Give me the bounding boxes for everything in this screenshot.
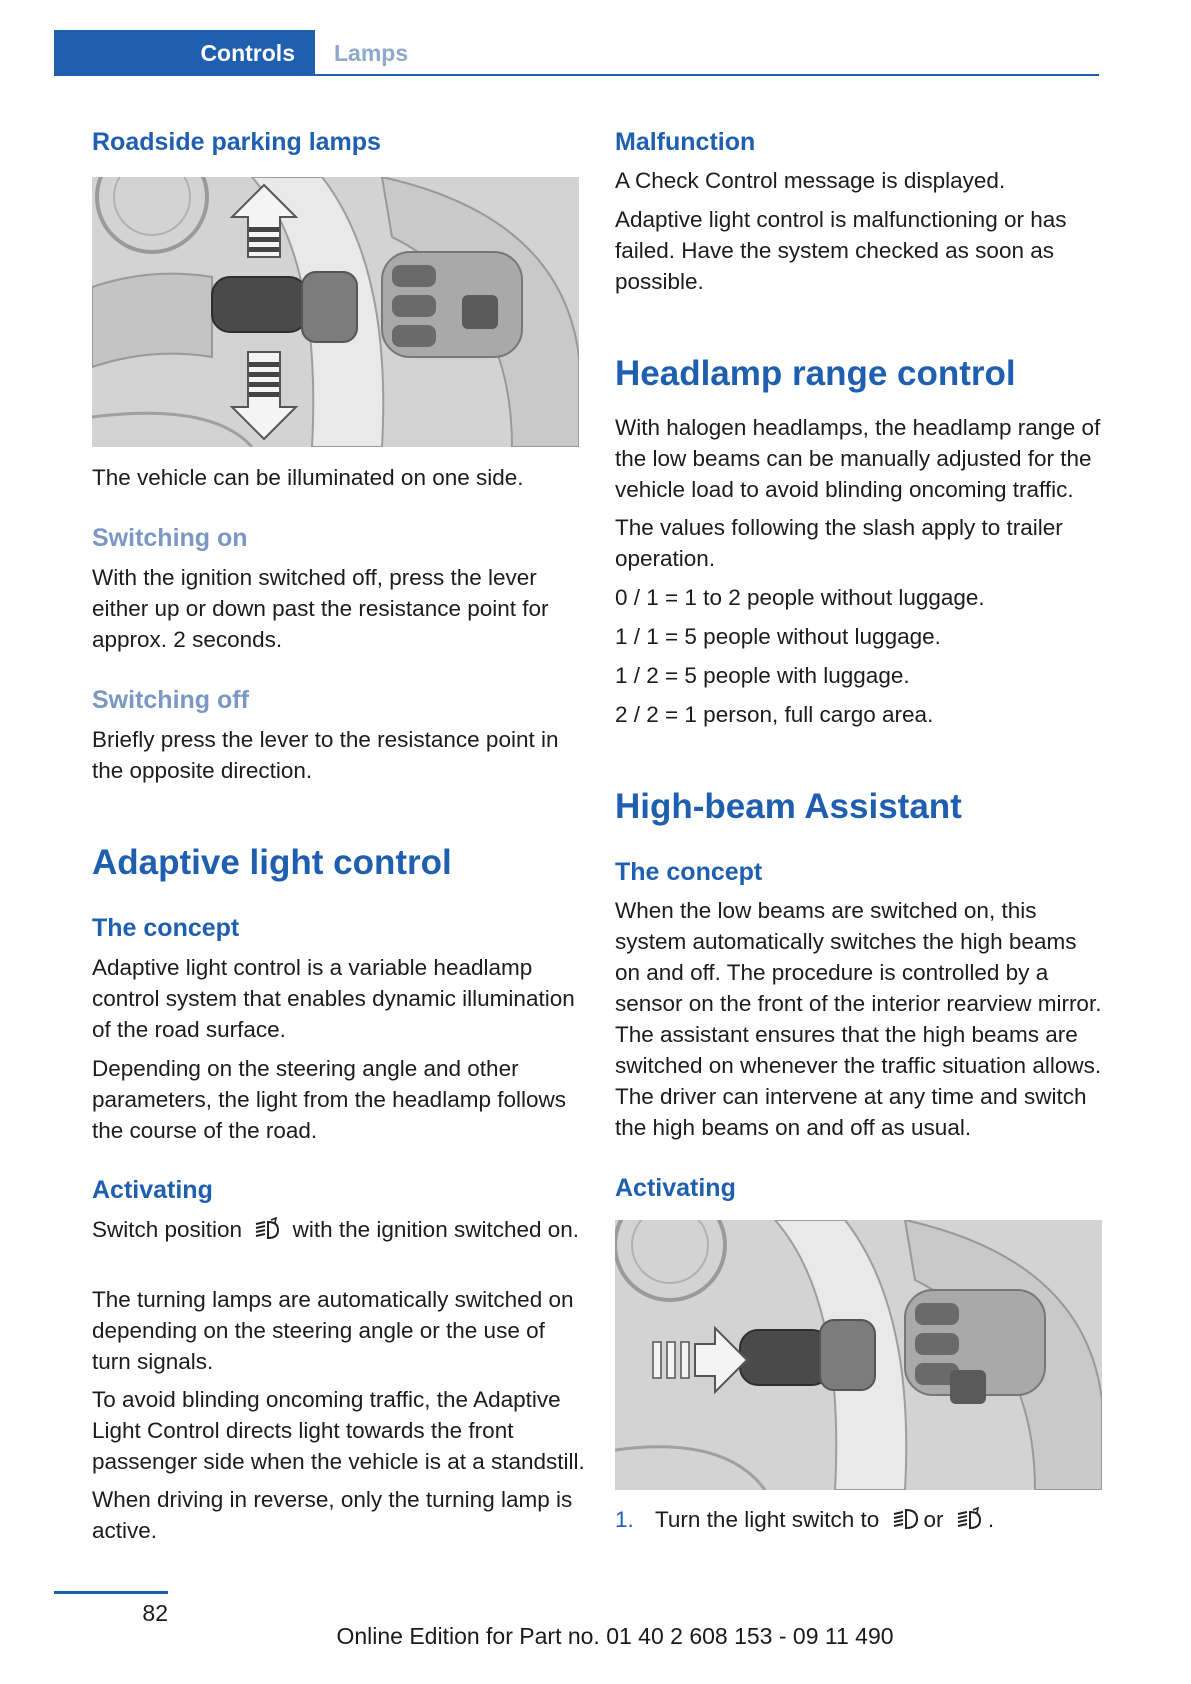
roadside-lever-illustration: [92, 177, 579, 447]
step-text-before: Turn the light switch to: [655, 1507, 880, 1532]
adaptive-concept-p2: Depending on the steering angle and other parameters, the light from the headlamp follows the course of the road.: [92, 1056, 566, 1143]
header-section-controls[interactable]: Controls: [200, 40, 295, 66]
step-number: 1.: [615, 1507, 634, 1532]
adaptive-activating-p1: [92, 1214, 582, 1245]
adaptive-concept-p1: Adaptive light control is a variable headlamp control system that enables dynamic illumination of the road surface.: [92, 955, 575, 1042]
switching-off-text: Briefly press the lever to the resistance point in the opposite direction.: [92, 727, 559, 783]
adaptive-light-symbol-icon: [254, 1217, 280, 1241]
low-beam-symbol-icon: [892, 1507, 918, 1531]
page-header: [54, 30, 1099, 76]
roadside-intro-text: The vehicle can be illuminated on one side.: [92, 465, 524, 490]
page-number: 82: [142, 1600, 168, 1626]
range-p1: With halogen headlamps, the headlamp range of the low beams can be manually adjusted for the vehicle load to avoid blinding oncoming traffic.: [615, 415, 1101, 502]
malfunction-heading: Malfunction: [615, 128, 756, 156]
lever-up-down-diagram: [92, 177, 579, 447]
range-value-0: 0 / 1 = 1 to 2 people without luggage.: [615, 585, 985, 610]
malfunction-p2: Adaptive light control is malfunctioning or has failed. Have the system checked as soon as possible.: [615, 207, 1067, 294]
high-beam-lever-illustration: [615, 1220, 1102, 1490]
adaptive-light-control-heading: Adaptive light control: [92, 843, 452, 882]
roadside-parking-lamps-heading: Roadside parking lamps: [92, 128, 381, 156]
high-beam-assistant-heading: High-beam Assistant: [615, 787, 962, 826]
switching-on-heading: Switching on: [92, 524, 248, 552]
activating-p1-after: with the ignition switched on.: [292, 1217, 580, 1242]
header-subsection-lamps[interactable]: Lamps: [334, 40, 409, 66]
highbeam-concept-heading: The concept: [615, 858, 763, 886]
activating-p1-before: Switch position: [92, 1217, 243, 1242]
highbeam-concept-text: When the low beams are switched on, this system automatically switches the high beams on and off. The procedure is controlled by a sensor on the front of the interior rearview mirror. The assistant ensures that the high beams are switched on whenever the traffic situation allows. The driver can intervene at any time and switch the high beams on and off as usual.: [615, 898, 1102, 1140]
adaptive-activating-p4: When driving in reverse, only the turning lamp is active.: [92, 1487, 573, 1543]
highbeam-activating-heading: Activating: [615, 1174, 736, 1202]
highbeam-step-1: [615, 1504, 1105, 1535]
switching-on-text: With the ignition switched off, press the lever either up or down past the resistance point for approx. 2 seconds.: [92, 565, 549, 652]
malfunction-p1: A Check Control message is displayed.: [615, 168, 1006, 193]
adaptive-activating-p2: The turning lamps are automatically switched on depending on the steering angle or the use of turn signals.: [92, 1287, 574, 1374]
adaptive-light-symbol-icon: [956, 1507, 982, 1531]
switching-off-heading: Switching off: [92, 686, 249, 714]
adaptive-activating-heading: Activating: [92, 1176, 213, 1204]
range-value-2: 1 / 2 = 5 people with luggage.: [615, 663, 910, 688]
range-value-1: 1 / 1 = 5 people without luggage.: [615, 624, 941, 649]
adaptive-concept-heading: The concept: [92, 914, 240, 942]
lever-push-diagram: [615, 1220, 1102, 1490]
header-rule: [315, 74, 1099, 76]
range-value-3: 2 / 2 = 1 person, full cargo area.: [615, 702, 934, 727]
step-text-end: .: [987, 1507, 995, 1532]
footer-rule: [54, 1591, 168, 1594]
headlamp-range-control-heading: Headlamp range control: [615, 354, 1016, 393]
range-p2: The values following the slash apply to trailer operation.: [615, 515, 1063, 571]
footer-edition-text: Online Edition for Part no. 01 40 2 608 153 - 09 11 490: [336, 1623, 894, 1649]
adaptive-activating-p3: To avoid blinding oncoming traffic, the Adaptive Light Control directs light towards the front passenger side when the vehicle is at a standstill.: [92, 1387, 585, 1474]
step-text-middle: or: [923, 1507, 944, 1532]
